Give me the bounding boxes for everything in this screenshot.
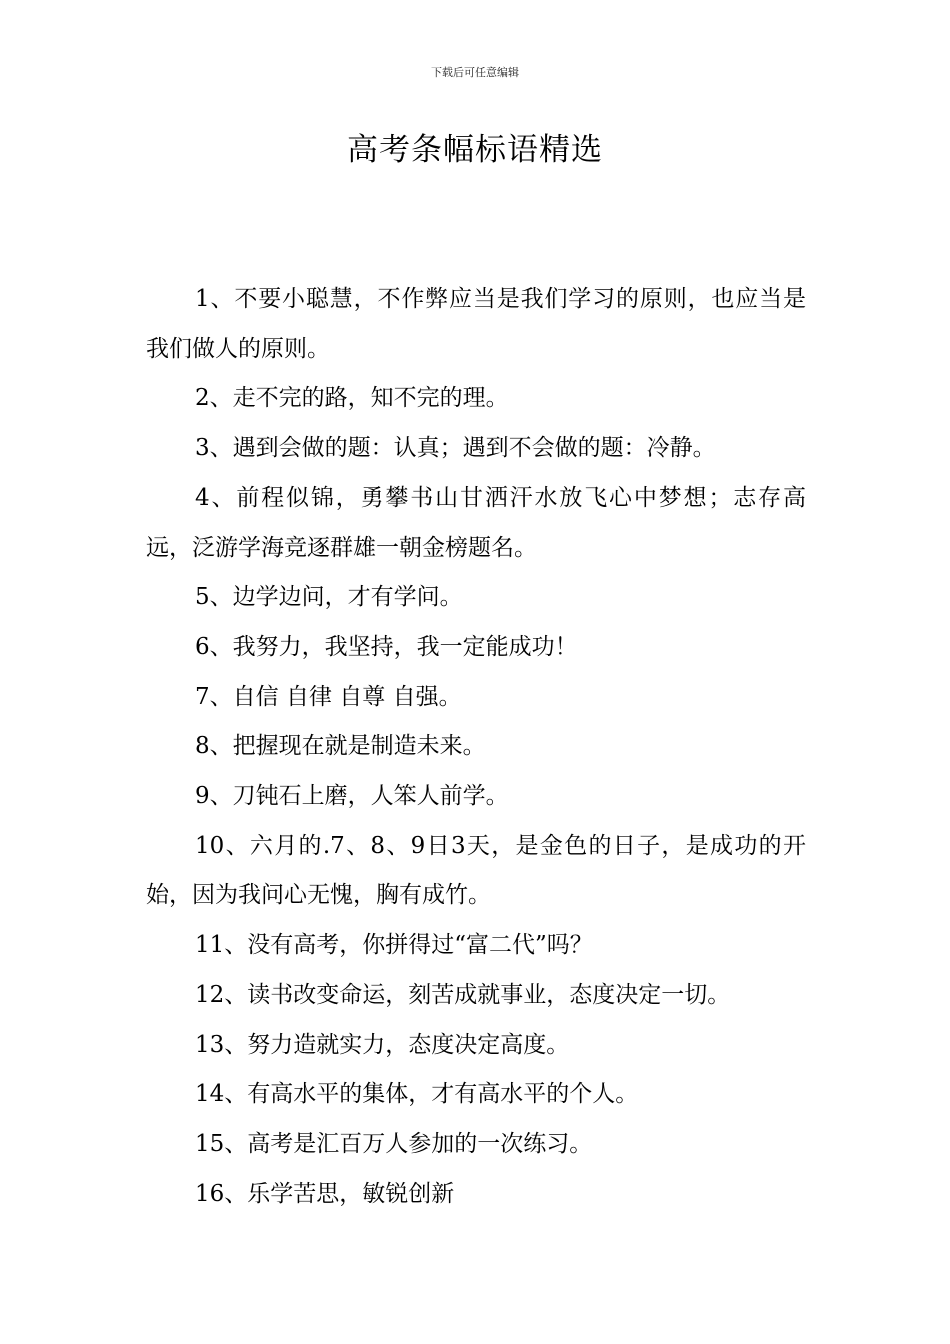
slogan-item: 8、把握现在就是制造未来。 xyxy=(195,733,486,760)
slogan-item: 3、遇到会做的题：认真；遇到不会做的题：冷静。 xyxy=(195,435,716,462)
header-note: 下载后可任意编辑 xyxy=(431,66,519,79)
slogan-item: 2、走不完的路，知不完的理。 xyxy=(195,385,509,412)
slogan-item: 9、刀钝石上磨，人笨人前学。 xyxy=(195,783,509,810)
slogan-item: 15、高考是汇百万人参加的一次练习。 xyxy=(195,1130,593,1157)
slogan-list xyxy=(146,275,806,1219)
slogan-item: 7、自信 自律 自尊 自强。 xyxy=(195,683,462,710)
slogan-item: 5、边学边问，才有学问。 xyxy=(195,584,463,611)
document-title: 高考条幅标语精选 xyxy=(347,132,603,168)
slogan-item: 16、乐学苦思，敏锐创新 xyxy=(195,1180,455,1207)
slogan-item: 1、不要小聪慧，不作弊应当是我们学习的原则，也应当是我们做人的原则。 xyxy=(146,286,806,362)
slogan-item: 6、我努力，我坚持，我一定能成功！ xyxy=(195,633,578,660)
slogan-item: 11、没有高考，你拼得过“富二代”吗？ xyxy=(195,932,593,959)
slogan-item: 13、努力造就实力，态度决定高度。 xyxy=(195,1031,570,1058)
slogan-item: 14、有高水平的集体，才有高水平的个人。 xyxy=(195,1081,639,1108)
slogan-item: 4、前程似锦，勇攀书山甘洒汗水放飞心中梦想；志存高远，泛游学海竞逐群雄一朝金榜题名。 xyxy=(146,484,806,561)
slogan-item: 12、读书改变命运，刻苦成就事业，态度决定一切。 xyxy=(195,981,731,1008)
slogan-item: 10、六月的.7、8、9日3天，是金色的日子，是成功的开始，因为我问心无愧，胸有成竹。 xyxy=(146,832,806,909)
